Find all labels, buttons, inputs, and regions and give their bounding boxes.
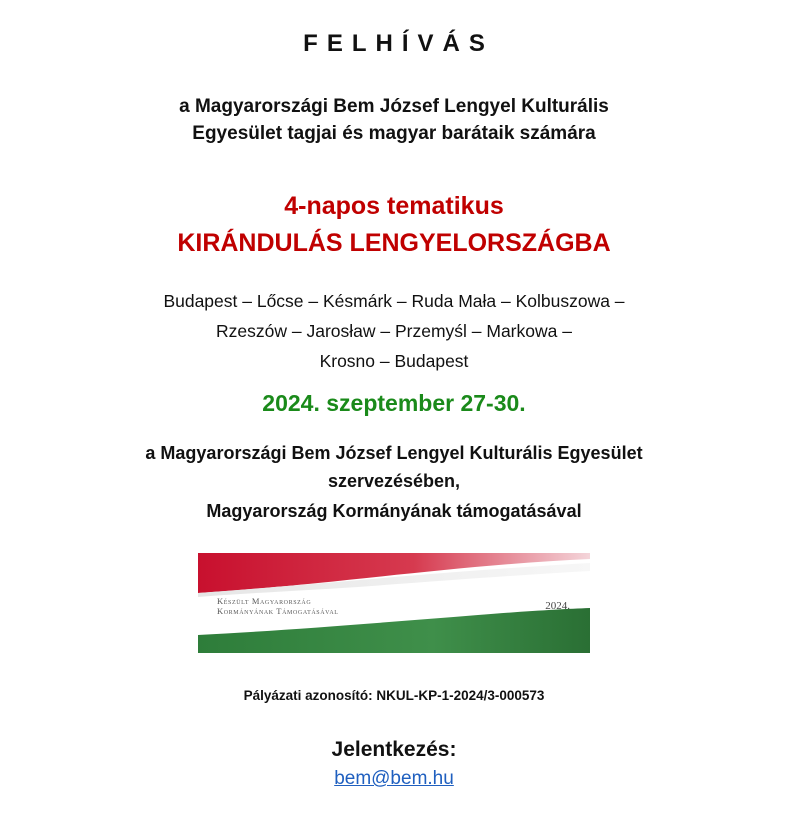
- headline-line-2: KIRÁNDULÁS LENGYELORSZÁGBA: [177, 229, 611, 257]
- route-line-1: Budapest – Lőcse – Késmárk – Ruda Mała – Kolbuszowa –: [163, 291, 625, 311]
- organizer-line-1: a Magyarországi Bem József Lengyel Kulturális Egyesület: [145, 443, 643, 463]
- route-line-2: Rzeszów – Jarosław – Przemyśl – Markowa –: [216, 321, 572, 341]
- banner-caption: [217, 596, 339, 616]
- banner-year: 2024.: [545, 600, 570, 612]
- headline-line-1: 4-napos tematikus: [284, 192, 504, 220]
- grant-identifier: Pályázati azonosító: NKUL-KP-1-2024/3-000573: [243, 688, 545, 703]
- trip-date: 2024. szeptember 27-30.: [262, 390, 526, 416]
- route-line-3: Krosno – Budapest: [319, 351, 469, 371]
- email-link[interactable]: bem@bem.hu: [334, 768, 454, 789]
- subtitle-line-2: Egyesület tagjai és magyar barátaik számára: [192, 123, 596, 144]
- banner-caption-line-1: Készült Magyarország: [217, 596, 312, 606]
- subtitle-line-1: a Magyarországi Bem József Lengyel Kulturális: [179, 96, 609, 117]
- registration-email-line: [0, 768, 788, 790]
- banner-caption-line-2: Kormányának Támogatásával: [217, 606, 339, 616]
- organizer-line-3: Magyarország Kormányának támogatásával: [206, 501, 582, 521]
- registration-label: Jelentkezés:: [331, 738, 457, 761]
- flyer-title: FELHÍVÁS: [303, 30, 494, 57]
- government-support-banner: [198, 553, 590, 653]
- organizer-line-2: szervezésében,: [327, 471, 461, 491]
